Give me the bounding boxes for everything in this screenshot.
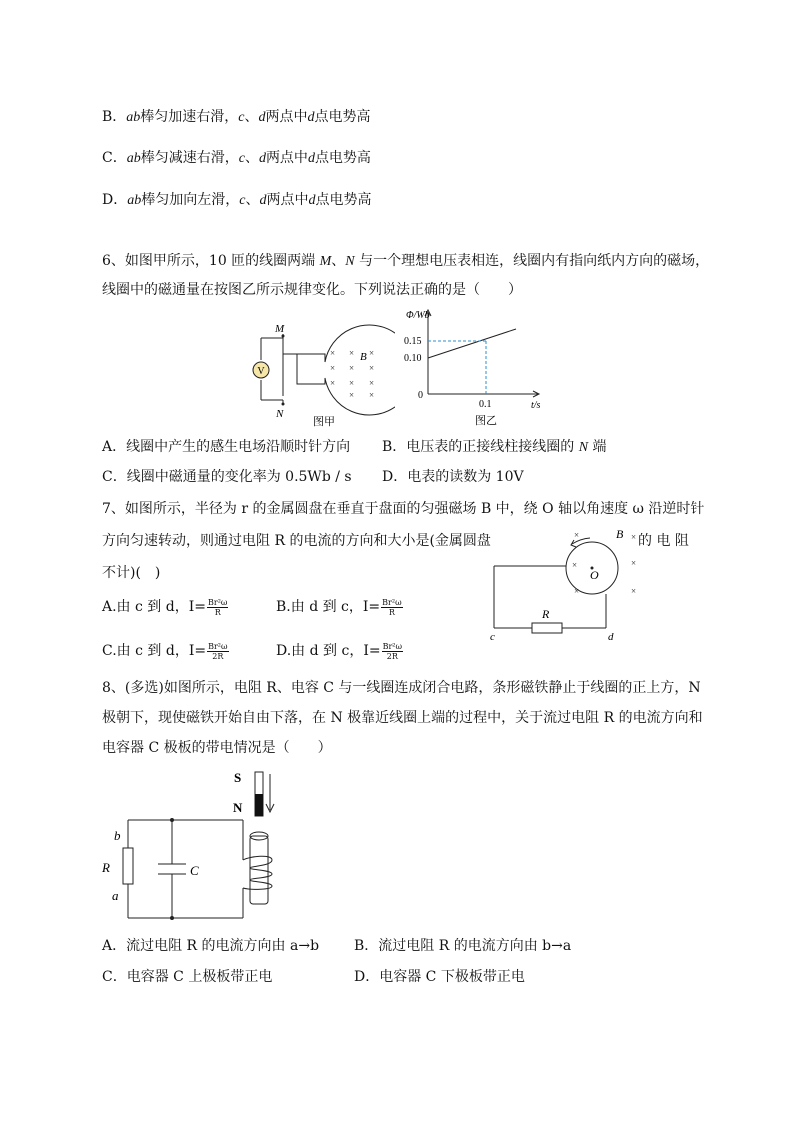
axis-label-phi: Φ/Wb	[406, 310, 430, 321]
q6-option-c: C．线圈中磁通量的变化率为 0.5Wb / s	[102, 469, 352, 485]
svg-text:×: ×	[330, 363, 336, 373]
q7-label-d: d	[608, 631, 614, 643]
svg-text:×: ×	[349, 348, 355, 358]
svg-text:×: ×	[330, 348, 336, 358]
q8-stem-line3: 电容器 C 极板的带电情况是（ ）	[102, 740, 332, 756]
bar-magnet-n-end	[255, 794, 263, 816]
svg-text:×: ×	[349, 390, 355, 400]
q6-stem-line1: 6、如图甲所示，10 匝的线圈两端 M、N 与一个理想电压表相连，线圈内有指向纸内方向的磁场，	[102, 253, 710, 269]
magnetic-field-crosses	[330, 348, 374, 400]
fig-caption-yi: 图乙	[475, 415, 497, 427]
svg-text:×: ×	[369, 390, 375, 400]
resistor-r-q8	[123, 848, 133, 884]
svg-text:×: ×	[369, 363, 375, 373]
q8-stem-line2: 极朝下，现使磁铁开始自由下落，在 N 极靠近线圈上端的过程中，关于流过电阻 R 的电流方向和	[102, 710, 703, 726]
q7-figure-disc	[486, 522, 646, 644]
svg-text:×: ×	[349, 378, 355, 388]
q5-option-d: D．ab棒匀加向左滑，c、d两点中d点电势高	[102, 192, 372, 208]
q7-label-c: c	[490, 631, 495, 643]
q7-label-r: R	[542, 607, 550, 621]
q6-stem-line2: 线圈中的磁通量在按图乙所示规律变化。下列说法正确的是（ ）	[102, 282, 522, 298]
q7-option-c: C.由 c 到 d，I= $\frac{\text{Br²ω}}{2R}$	[102, 641, 228, 661]
q7-stem-line2-end: 的 电 阻	[638, 533, 689, 549]
svg-text:×: ×	[349, 363, 355, 373]
q7-option-d: D.由 d 到 c，I= $\frac{\text{Br²ω}}{2R}$	[276, 641, 403, 661]
svg-text:×: ×	[572, 560, 578, 570]
svg-text:×: ×	[631, 532, 637, 542]
q8-label-c: C	[190, 863, 199, 878]
fig-label-m: M	[275, 323, 285, 335]
resistor-r	[532, 623, 562, 633]
q8-stem-line1: 8、(多选)如图所示，电阻 R、电容 C 与一线圈连成闭合电路，条形磁铁静止于线圈的正上方，N	[102, 680, 701, 696]
q6-figure-yi	[400, 304, 550, 432]
svg-text:×: ×	[631, 558, 637, 568]
magnet-label-n: N	[233, 800, 243, 815]
q8-option-b: B．流过电阻 R 的电流方向由 b→a	[354, 938, 572, 954]
axis-label-t: t/s	[531, 400, 541, 411]
q6-option-b: B．电压表的正接线柱接线圈的 N 端	[382, 439, 607, 455]
q8-label-a: a	[112, 888, 119, 903]
tick-label-010: 0.10	[404, 353, 422, 364]
q7-label-b: B	[616, 527, 624, 541]
svg-text:×: ×	[369, 348, 375, 358]
q8-label-b: b	[114, 828, 121, 843]
q7-option-a: A.由 c 到 d，I= $\frac{\text{Br²ω}}{R}$	[102, 597, 228, 617]
svg-text:×: ×	[631, 586, 637, 596]
q8-option-a: A．流过电阻 R 的电流方向由 a→b	[102, 938, 320, 954]
fig-label-n: N	[276, 408, 284, 420]
fig-caption-jia: 图甲	[313, 416, 335, 428]
q7-label-o: O	[590, 568, 599, 582]
tick-label-01: 0.1	[479, 399, 492, 410]
voltmeter-label: V	[257, 366, 265, 377]
q8-figure-circuit	[100, 764, 300, 926]
q8-option-c: C．电容器 C 上极板带正电	[102, 969, 273, 985]
q7-stem-line1: 7、如图所示，半径为 r 的金属圆盘在垂直于盘面的匀强磁场 B 中，绕 O 轴以角速度 ω 沿逆时针	[102, 501, 705, 517]
q5-option-b: B．ab棒匀加速右滑，c、d两点中d点电势高	[102, 109, 371, 125]
svg-text:×: ×	[330, 378, 336, 388]
tick-label-015: 0.15	[404, 336, 422, 347]
q6-option-d: D．电表的读数为 10V	[382, 469, 524, 485]
q8-option-d: D．电容器 C 下极板带正电	[354, 969, 525, 985]
q7-stem-line2: 方向匀速转动，则通过电阻 R 的电流的方向和大小是(金属圆盘	[102, 533, 491, 549]
magnet-label-s: S	[234, 770, 242, 785]
q5-option-c: C．ab棒匀减速右滑，c、d两点中d点电势高	[102, 150, 371, 166]
fig-label-b: B	[360, 351, 367, 363]
svg-text:×: ×	[369, 378, 375, 388]
q6-figure-jia	[245, 318, 395, 430]
svg-text:×: ×	[574, 586, 580, 596]
q7-stem-line3: 不计)( )	[102, 565, 161, 581]
q7-option-b: B.由 d 到 c，I= $\frac{\text{Br²ω}}{R}$	[276, 597, 402, 617]
tick-label-origin: 0	[418, 390, 423, 401]
q8-label-r: R	[102, 860, 110, 875]
svg-text:×: ×	[574, 530, 580, 540]
q6-option-a: A．线圈中产生的感生电场沿顺时针方向	[102, 439, 351, 455]
